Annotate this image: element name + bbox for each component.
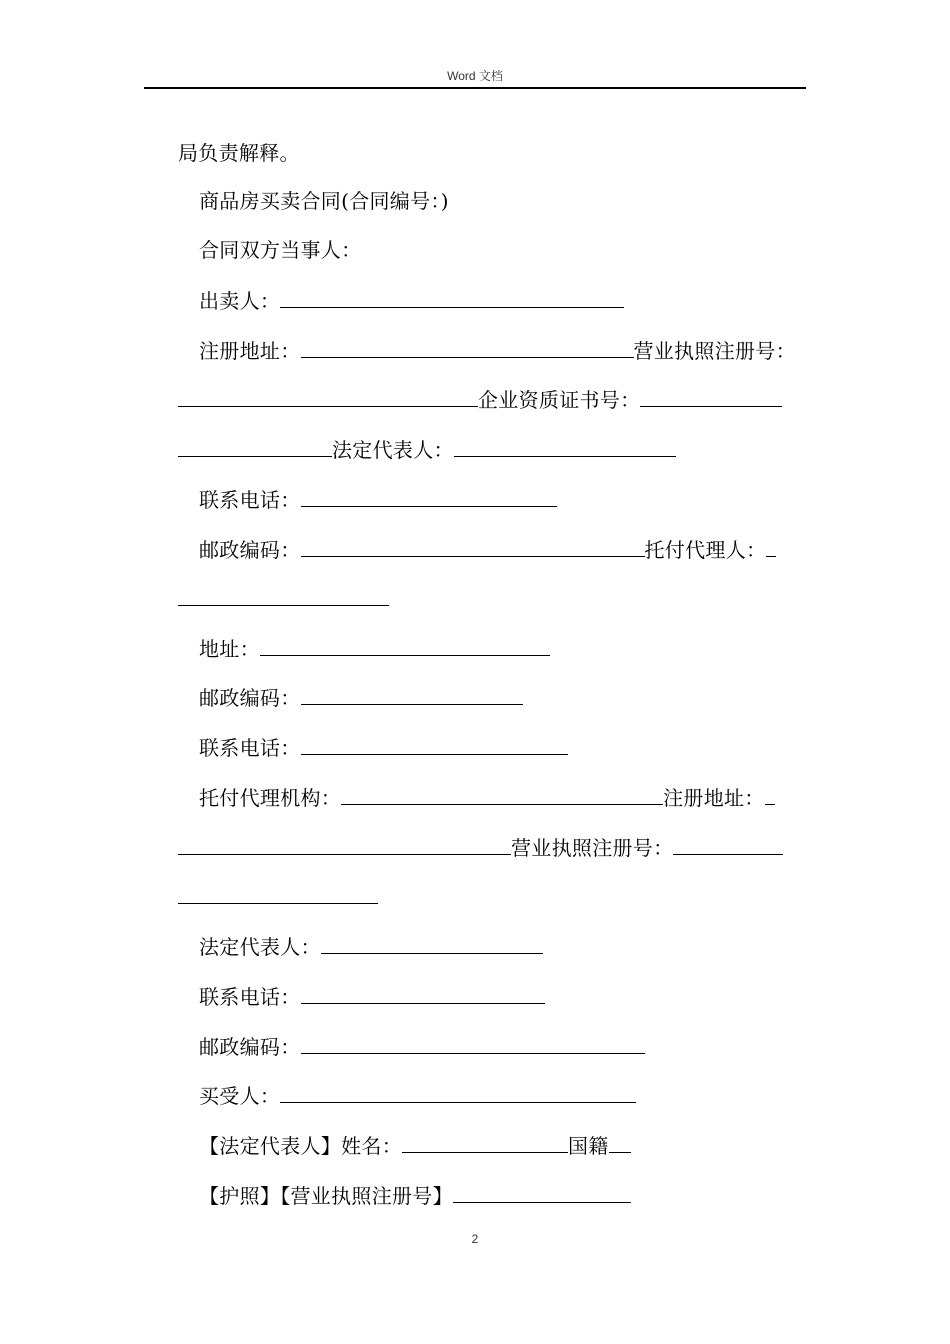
parties-heading xyxy=(199,237,361,263)
license-blank-line xyxy=(178,884,378,910)
buyer-legal-rep-line xyxy=(199,1133,631,1159)
postcode-agent-line xyxy=(199,537,776,563)
contract-title xyxy=(199,188,449,214)
postcode-line xyxy=(199,685,523,711)
line-text: 合同双方当事人： xyxy=(199,238,362,262)
field-label: 托付代理机构： xyxy=(199,786,342,810)
phone-line xyxy=(199,487,557,513)
fill-blank xyxy=(765,786,775,805)
phone-line xyxy=(199,735,568,761)
fill-blank xyxy=(178,885,378,904)
fill-blank xyxy=(766,538,776,557)
fill-blank xyxy=(301,538,645,557)
field-label: 邮政编码： xyxy=(199,1035,301,1059)
fill-blank xyxy=(178,587,389,606)
fill-blank xyxy=(280,1084,636,1103)
fill-blank xyxy=(609,1134,631,1153)
seller-line xyxy=(199,288,624,314)
field-label: 注册地址： xyxy=(663,786,765,810)
fill-blank xyxy=(260,637,550,656)
field-label: 买受人： xyxy=(199,1084,281,1108)
qualification-line xyxy=(178,387,782,413)
field-label: 联系电话： xyxy=(199,985,301,1009)
registered-address-line xyxy=(199,338,796,364)
header-divider xyxy=(144,87,806,89)
field-label: 出卖人： xyxy=(199,289,281,313)
fill-blank xyxy=(453,1184,631,1203)
line-text: 局负责解释。 xyxy=(178,141,300,165)
field-label: 地址： xyxy=(199,637,260,661)
field-label: 企业资质证书号： xyxy=(478,388,641,412)
fill-blank xyxy=(402,1134,568,1153)
fill-blank xyxy=(341,786,663,805)
field-label: 国籍 xyxy=(568,1134,609,1158)
field-label: 营业执照注册号： xyxy=(633,339,796,363)
field-label: 联系电话： xyxy=(199,736,301,760)
page-number: 2 xyxy=(471,1232,479,1246)
passport-license-line xyxy=(199,1183,631,1209)
license-line xyxy=(178,835,783,861)
fill-blank xyxy=(301,488,557,507)
fill-blank xyxy=(454,438,676,457)
fill-blank xyxy=(673,836,783,855)
field-label: 托付代理人： xyxy=(644,538,767,562)
postcode-line xyxy=(199,1034,645,1060)
fill-blank xyxy=(301,339,634,358)
field-label: 注册地址： xyxy=(199,339,301,363)
text-line xyxy=(178,140,300,166)
header-title: Word 文档 xyxy=(447,69,503,83)
fill-blank xyxy=(280,289,624,308)
fill-blank xyxy=(301,1035,645,1054)
field-label: 邮政编码： xyxy=(199,538,301,562)
agency-line xyxy=(199,785,775,811)
field-label: 法定代表人： xyxy=(199,935,321,959)
buyer-line xyxy=(199,1083,636,1109)
field-label: 联系电话： xyxy=(199,488,301,512)
fill-blank xyxy=(178,438,332,457)
address-line xyxy=(199,636,550,662)
line-text: 商品房买卖合同(合同编号：) xyxy=(199,189,449,213)
field-label: 【法定代表人】姓名： xyxy=(199,1134,402,1158)
fill-blank xyxy=(301,985,545,1004)
legal-rep-line xyxy=(178,437,676,463)
fill-blank xyxy=(301,686,523,705)
fill-blank xyxy=(321,935,543,954)
phone-line xyxy=(199,984,545,1010)
field-label: 邮政编码： xyxy=(199,686,301,710)
fill-blank xyxy=(301,736,568,755)
fill-blank xyxy=(178,388,478,407)
fill-blank xyxy=(640,388,782,407)
fill-blank xyxy=(178,836,511,855)
legal-rep-line xyxy=(199,934,543,960)
field-label: 【护照】【营业执照注册号】 xyxy=(199,1184,453,1208)
field-label: 法定代表人： xyxy=(332,438,454,462)
field-label: 营业执照注册号： xyxy=(511,836,674,860)
agent-blank-line xyxy=(178,586,389,612)
